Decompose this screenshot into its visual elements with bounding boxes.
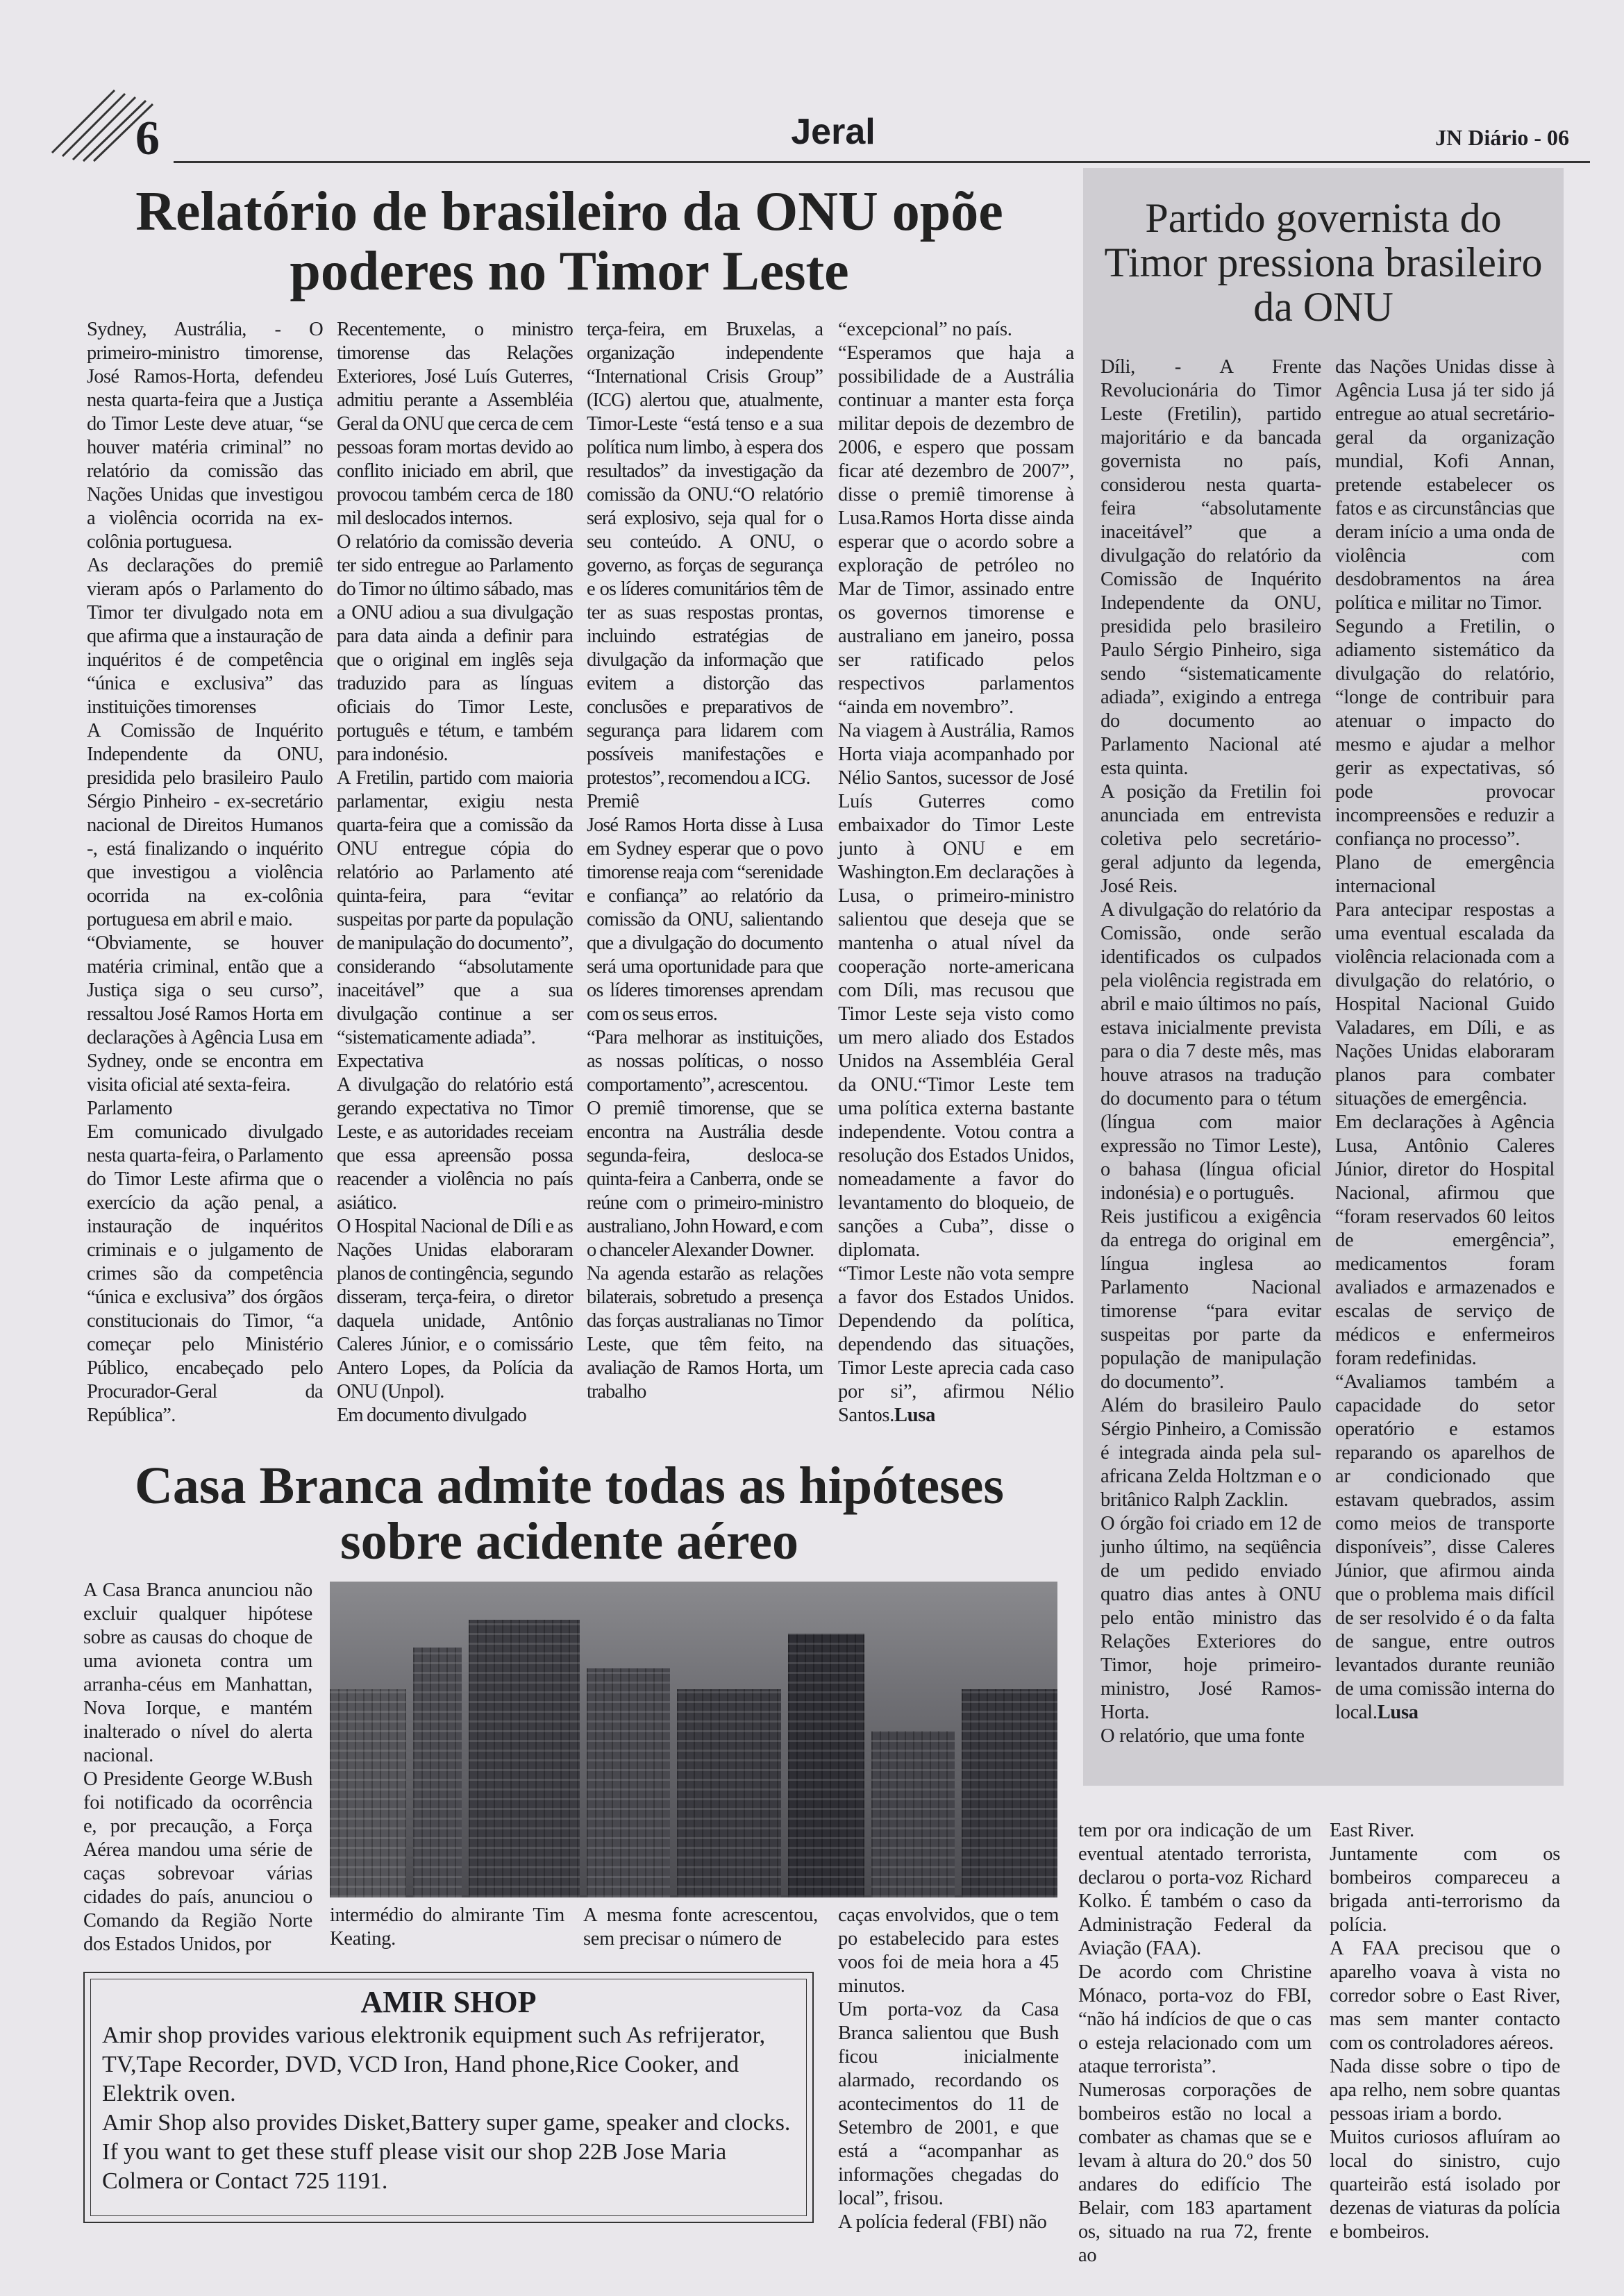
paragraph: “Esperamos que haja a possibilidade de a Austrália continuar a manter esta força militar depois de dezembro de 2006, e espero que possam ficar até dezembro de 2007”, disse o premiê timorense à Lusa.Ramos Horta disse ainda esperar que o acordo sobre a exploração de petróleo no Mar de Timor, assinado entre os governos timorense e australiano em janeiro, possa ser ratificado pelos respectivos parlamentos “ainda em novembro”. (838, 342, 1074, 718)
sidebar-headline: Partido governista do Timor pressiona brasileiro da ONU (1104, 195, 1543, 330)
paragraph: O relatório, que uma fonte (1100, 1725, 1305, 1747)
article2-column-3 (838, 1904, 1059, 2234)
paragraph: Parlamento (87, 1098, 172, 1119)
paragraph: das Nações Unidas disse à Agência Lusa já ter sido já entregue ao atual secretário-geral da organização mundial, Kofi Annan, pretende estabelecer os fatos e as circunstâncias que deram início a uma onda de violência com desdobramentos na área política e militar no Timor. (1335, 356, 1555, 614)
paragraph: Em comunicado divulgado nesta quarta-feira, o Parlamento do Timor Leste afirma que o exercício da ação penal, a instauração de inquéritos criminais e o julgamento de crimes são da competência “única e exclusiva” dos órgãos constitucionais do Timor, “a começar pelo Ministério Público, encabeçado pelo Procurador-Geral da República”. (87, 1121, 323, 1426)
paragraph: Díli, - A Frente Revolucionária do Timor Leste (Fretilin), partido majoritário e da bancada governista no país, considerou nesta quarta-feira “absolutamente inaceitável” que a divulgação do relatório da Comissão de Inquérito Independente da ONU, presidida pelo brasileiro Paulo Sérgio Pinheiro, siga sendo “sistematicamente adiada”, exigindo a entrega do documento ao Parlamento Nacional até esta quinta. (1100, 356, 1321, 779)
paragraph: A Comissão de Inquérito Independente da ONU, presidida pelo brasileiro Paulo Sérgio Pinheiro - ex-secretário nacional de Direitos Humanos -, está finalizando o inquérito que investigou a violência ocorrida na ex-colônia portuguesa em abril e maio. (87, 720, 323, 930)
paragraph: Na viagem à Austrália, Ramos Horta viaja acompanhado por Nélio Santos, sucessor de José Luís Guterres como embaixador do Timor Leste junto à ONU e em Washington.Em declarações à Lusa, o primeiro-ministro salientou que deseja que se mantenha o atual nível da cooperação norte-americana com Díli, mas recusou que Timor Leste seja visto como um mero aliado dos Estados Unidos na Assembléia Geral da ONU.“Timor Leste tem uma política externa bastante independente. Votou contra a resolução dos Estados Unidos, nomeadamente a favor do levantamento do bloqueio, de sanções a Cuba”, disse o diplomata. (838, 720, 1074, 1261)
paragraph: A Casa Branca anunciou não excluir qualquer hipótese sobre as causas do choque de uma avioneta contra um arranha-céus em Manhattan, Nova Iorque, e mantém inalterado o nível do alerta nacional. (83, 1579, 312, 1766)
paragraph: As declarações do premiê vieram após o Parlamento do Timor ter divulgado nota em que afirma que a instauração de inquéritos é de competência “única e exclusiva” das instituições timorenses (87, 555, 323, 718)
paragraph: A Fretilin, partido com maioria parlamentar, exigiu nesta quarta-feira que a comissão da ONU entregue cópia do relatório ao Parlamento até quinta-feira, para “evitar suspeitas por parte da população de manipulação do documento”, considerando “absolutamente inaceitável” que a sua divulgação continue a ser “sistematicamente adiada”. (337, 767, 573, 1048)
section-title: Jeral (791, 112, 876, 152)
paragraph: Em declarações à Agência Lusa, Antônio Caleres Júnior, diretor do Hospital Nacional, afirmou que “foram reservados 60 leitos de emergência”, medicamentos foram avaliados e armazenados e escalas de serviço de médicos e enfermeiros foram redefinidas. (1335, 1112, 1555, 1369)
ad-paragraph: Amir shop provides various elektronik equipment such As refrijerator, TV,Tape Recorder, DVD, VCD Iron, Hand phone,Rice Cooker, and Elektrik oven. (102, 2022, 766, 2106)
paragraph: caças envolvidos, que o tem po estabelecido para estes voos foi de meia hora a 45 minutos. (838, 1904, 1059, 1997)
article1-column-1 (87, 318, 323, 1427)
paragraph: Numerosas corporações de bombeiros estão no local a combater as chamas que se e levam à altura do 20.º dos 50 andares do edifício The Belair, com 183 apartament os, situado na rua 72, frente ao (1078, 2079, 1312, 2266)
paragraph: Muitos curiosos afluíram ao local do sinistro, cujo quarteirão está isolado por dezenas de viaturas da polícia e bombeiros. (1330, 2127, 1560, 2243)
headline-line: poderes no Timor Leste (290, 241, 849, 302)
paragraph: “Para melhorar as instituições, as nossas políticas, o nosso comportamento”, acrescentou. (587, 1027, 823, 1096)
paragraph: Para antecipar respostas a uma eventual escalada da violência relacionada com a divulgação do relatório, o Hospital Nacional Guido Valadares, em Díli, e as Nações Unidas elaboraram planos para combater situações de emergência. (1335, 899, 1555, 1109)
paragraph: “Timor Leste não vota sempre a favor dos Estados Unidos. Dependendo da política, dependendo das situações, Timor Leste aprecia cada caso por si”, afirmou Nélio Santos.Lusa (838, 1263, 1074, 1426)
paragraph: Sydney, Austrália, - O primeiro-ministro timorense, José Ramos-Horta, defendeu nesta quarta-feira que a Justiça do Timor Leste deve atuar, “se houver matéria criminal” no relatório da comissão das Nações Unidas que investigou a violência ocorrida na ex-colônia portuguesa. (87, 319, 323, 553)
paragraph: East River. (1330, 1820, 1414, 1841)
credit-lusa: Lusa (894, 1405, 936, 1426)
paragraph: Juntamente com os bombeiros compareceu a brigada anti-terrorismo da polícia. (1330, 1843, 1560, 1936)
headline-line: Casa Branca admite todas as hipóteses (135, 1457, 1004, 1515)
paragraph: A FAA precisou que o aparelho voava à vista no corredor sobre o East River, mas sem manter contacto com os controladores aéreos. (1330, 1938, 1560, 2054)
paragraph: Um porta-voz da Casa Branca salientou que Bush ficou inicialmente alarmado, recordando os acontecimentos do 11 de Setembro de 2001, e que está a “acompanhar as informações chegadas do local”, frisou. (838, 1999, 1059, 2209)
ad-paragraph: Amir Shop also provides Disket,Battery super game, speaker and clocks. If you want to get these stuff please visit our shop 22B Jose Maria Colmera or Contact 725 1191. (102, 2110, 791, 2194)
news-photo-manhattan-skyline (330, 1582, 1057, 1897)
paragraph: Premiê (587, 791, 639, 812)
article2-column-2 (583, 1904, 818, 1951)
paragraph: A divulgação do relatório está gerando expectativa no Timor Leste, e as autoridades receiam que essa apreensão possa reacender a violência no país asiático. (337, 1074, 573, 1214)
paragraph: “Obviamente, se houver matéria criminal, então que a Justiça siga o seu curso”, ressaltou José Ramos Horta em declarações à Agência Lusa em Sydney, onde se encontra em visita oficial até sexta-feira. (87, 932, 323, 1096)
paragraph: O Presidente George W.Bush foi notificado da ocorrência e, por precaução, a Força Aérea mandou uma série de caças sobrevoar várias cidades do país, anunciou o Comando da Região Norte dos Estados Unidos, por (83, 1768, 312, 1955)
ad-title: AMIR SHOP (360, 1985, 537, 2019)
credit-lusa: Lusa (1377, 1702, 1418, 1723)
article1-column-2 (337, 318, 573, 1427)
header-rule (174, 161, 1590, 163)
paragraph: O órgão foi criado em 12 de junho último, na seqüência de um pedido enviado quatro dias antes à ONU pelo então ministro das Relações Exteriores do Timor, hoje primeiro-ministro, José Ramos-Horta. (1100, 1513, 1321, 1723)
sidebar-column-2 (1335, 355, 1555, 1725)
paragraph: terça-feira, em Bruxelas, a organização independente “International Crisis Group” (ICG) alertou que, atualmente, Timor-Leste “está tenso e a sua política num limbo, à espera dos resultados” da investigação da comissão da ONU.“O relatório será explosivo, seja qual for o seu conteúdo. A ONU, o governo, as forças de segurança e os líderes comunitários têm de ter as suas respostas prontas, incluindo estratégias de divulgação da informação que evitem a distorção das conclusões e preparativos de segurança para lidarem com possíveis manifestações e protestos”, recomendou a ICG. (587, 319, 823, 789)
paragraph: José Ramos Horta disse à Lusa em Sydney esperar que o povo timorense reaja com “serenidade e confiança” ao relatório da comissão da ONU, salientando que a divulgação do documento será uma oportunidade para que os líderes timorenses aprendam com os seus erros. (587, 814, 823, 1025)
paragraph: O premiê timorense, que se encontra na Austrália desde segunda-feira, desloca-se quinta-feira a Canberra, onde se reúne com o primeiro-ministro australiano, John Howard, e com o chanceler Alexander Downer. (587, 1098, 823, 1261)
paragraph: tem por ora indicação de um eventual atentado terrorista, declarou o porta-voz Richard Kolko. É também o caso da Administração Federal da Aviação (FAA). (1078, 1820, 1312, 1959)
paragraph: intermédio do almirante Tim Keating. (330, 1904, 564, 1950)
paragraph: Além do brasileiro Paulo Sérgio Pinheiro, a Comissão é integrada ainda pela sul-africana Zelda Holtzman e o britânico Ralph Zacklin. (1100, 1395, 1321, 1511)
paragraph: A mesma fonte acrescentou, sem precisar o número de (583, 1904, 818, 1950)
paragraph: Expectativa (337, 1050, 424, 1072)
paragraph: “excepcional” no país. (838, 319, 1012, 340)
paragraph: Plano de emergência internacional (1335, 852, 1555, 897)
article1-headline (76, 182, 1062, 301)
page-number-logo (49, 83, 174, 167)
sidebar-column-1 (1100, 355, 1321, 1748)
headline-line: Relatório de brasileiro da ONU opõe (135, 181, 1003, 242)
article2-column-5 (1330, 1819, 1560, 2244)
article2-column-4 (1078, 1819, 1312, 2268)
paragraph: “Avaliamos também a capacidade do setor operatório e estamos reparando os aparelhos de ar condicionado que estavam quebrados, assim como meios de transporte disponíveis”, disse Caleres Júnior, que afirmou ainda que o problema mais difícil de ser resolvido é o da falta de sangue, entre outros levantados durante reunião de uma comissão interna do local.Lusa (1335, 1371, 1555, 1723)
paragraph: O Hospital Nacional de Díli e as Nações Unidas elaboraram planos de contingência, segundo disseram, terça-feira, o diretor daquela unidade, Antônio Caleres Júnior, e o comissário Antero Lopes, da Polícia da ONU (Unpol). (337, 1216, 573, 1402)
article2-left-column (83, 1579, 312, 1956)
paragraph: Nada disse sobre o tipo de apa relho, nem sobre quantas pessoas iriam a bordo. (1330, 2056, 1560, 2125)
article2-headline (97, 1458, 1041, 1569)
paragraph: Segundo a Fretilin, o adiamento sistemático da divulgação do relatório, “longe de contribuir para atenuar o impacto do mesmo e ajudar a melhor gerir as expectativas, só pode provocar incompreensões e reduzir a confiança no processo”. (1335, 616, 1555, 850)
paragraph: A posição da Fretilin foi anunciada em entrevista coletiva pelo secretário-geral adjunto da legenda, José Reis. (1100, 781, 1321, 897)
paper-label: JN Diário - 06 (1435, 125, 1569, 150)
amir-shop-advertisement (83, 1972, 814, 2223)
paragraph: Reis justificou a exigência da entrega do original em língua inglesa ao Parlamento Nacional timorense “para evitar suspeitas por parte da população de manipulação do documento”. (1100, 1206, 1321, 1393)
paragraph: De acordo com Christine Mónaco, porta-voz do FBI, “não há indícios de que o cas o esteja relacionado com um ataque terrorista”. (1078, 1961, 1312, 2077)
paragraph: A divulgação do relatório da Comissão, onde serão identificados os culpados pela violência registrada em abril e maio últimos no país, estava inicialmente prevista para o dia 7 deste mês, mas houve atrasos na tradução do documento para o tétum (língua com maior expressão no Timor Leste), o bahasa (língua oficial indonésia) e o português. (1100, 899, 1321, 1204)
paragraph: Em documento divulgado (337, 1405, 526, 1426)
paragraph: A polícia federal (FBI) não (838, 2211, 1047, 2233)
paragraph: Na agenda estarão as relações bilaterais, sobretudo a presença das forças australianas no Timor Leste, que têm feito, na avaliação de Ramos Horta, um trabalho (587, 1263, 823, 1402)
paragraph: O relatório da comissão deveria ter sido entregue ao Parlamento do Timor no último sábado, mas a ONU adiou a sua divulgação para data ainda a definir para que o original em inglês seja traduzido para as línguas oficiais do Timor Leste, português e tétum, e também para indonésio. (337, 531, 573, 765)
headline-line: sobre acidente aéreo (340, 1512, 798, 1570)
article1-column-4 (838, 318, 1074, 1427)
page-number: 6 (135, 112, 160, 165)
paragraph: Recentemente, o ministro timorense das Relações Exteriores, José Luís Guterres, admitiu perante a Assembléia Geral da ONU que cerca de cem pessoas foram mortas devido ao conflito iniciado em abril, que provocou também cerca de 180 mil deslocados internos. (337, 319, 573, 529)
article1-column-3 (587, 318, 823, 1404)
article2-column-1 (330, 1904, 564, 1951)
